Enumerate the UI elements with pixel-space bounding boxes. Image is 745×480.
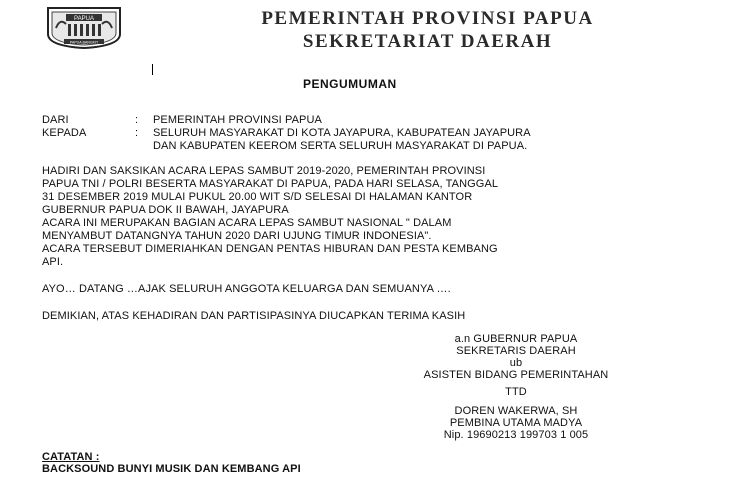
signature-assistant: ASISTEN BIDANG PEMERINTAHAN [423,369,609,381]
to-value-line1: SELURUH MASYARAKAT DI KOTA JAYAPURA, KABUPATEAN JAYAPURA [153,127,531,139]
invitation-line: AYO… DATANG …AJAK SELURUH ANGGOTA KELUARGA DAN SEMUANYA …. [42,283,451,295]
text-cursor [152,64,153,75]
announcement-title: PENGUMUMAN [303,77,397,91]
body-line: API. [42,256,64,268]
logo-top-text: PAPUA [74,16,94,22]
body-line: ACARA TERSEBUT DIMERIAHKAN DENGAN PENTAS HIBURAN DAN PESTA KEMBANG [42,243,498,255]
body-line: PAPUA TNI / POLRI BESERTA MASYARAKAT DI PAPUA, PADA HARI SELASA, TANGGAL [42,178,499,190]
body-line: ACARA INI MERUPAKAN BAGIAN ACARA LEPAS SAMBUT NASIONAL " DALAM [42,217,452,229]
closing-line: DEMIKIAN, ATAS KEHADIRAN DAN PARTISIPASINYA DIUCAPKAN TERIMA KASIH [42,310,466,322]
to-value-line2: DAN KABUPATEN KEEROM SERTA SELURUH MASYARAKAT DI PAPUA. [153,140,528,152]
header-secretariat-name: SEKRETARIAT DAERAH [302,31,553,52]
from-label: DARI [42,114,69,126]
body-line: MENYAMBUT DATANGNYA TAHUN 2020 DARI UJUNG TIMUR INDONESIA". [42,230,432,242]
logo-bottom-text: PAPUA BANGKIT [69,40,99,45]
note-text: BACKSOUND BUNYI MUSIK DAN KEMBANG API [42,463,301,475]
signature-on-behalf: a.n GUBERNUR PAPUA [454,333,578,345]
body-line: 31 DESEMBER 2019 MULAI PUKUL 20.00 WIT S/D SELESAI DI HALAMAN KANTOR [42,191,473,203]
from-value: PEMERINTAH PROVINSI PAPUA [153,114,322,126]
body-line: GUBERNUR PAPUA DOK II BAWAH, JAYAPURA [42,204,289,216]
to-colon: : [135,127,139,139]
signatory-rank: PEMBINA UTAMA MADYA [449,417,583,429]
signatory-name: DOREN WAKERWA, SH [454,405,578,417]
note-label: CATATAN : [42,451,100,463]
header-government-name: PEMERINTAH PROVINSI PAPUA [261,8,594,29]
to-label: KEPADA [42,127,87,139]
signatory-nip: Nip. 19690213 199703 1 005 [443,429,589,441]
signature-office: SEKRETARIS DAERAH [456,345,576,357]
body-line: HADIRI DAN SAKSIKAN ACARA LEPAS SAMBUT 2019-2020, PEMERINTAH PROVINSI [42,165,486,177]
signature-ttd: TTD [505,386,527,398]
signature-ub: ub [509,357,523,369]
from-colon: : [135,114,139,126]
